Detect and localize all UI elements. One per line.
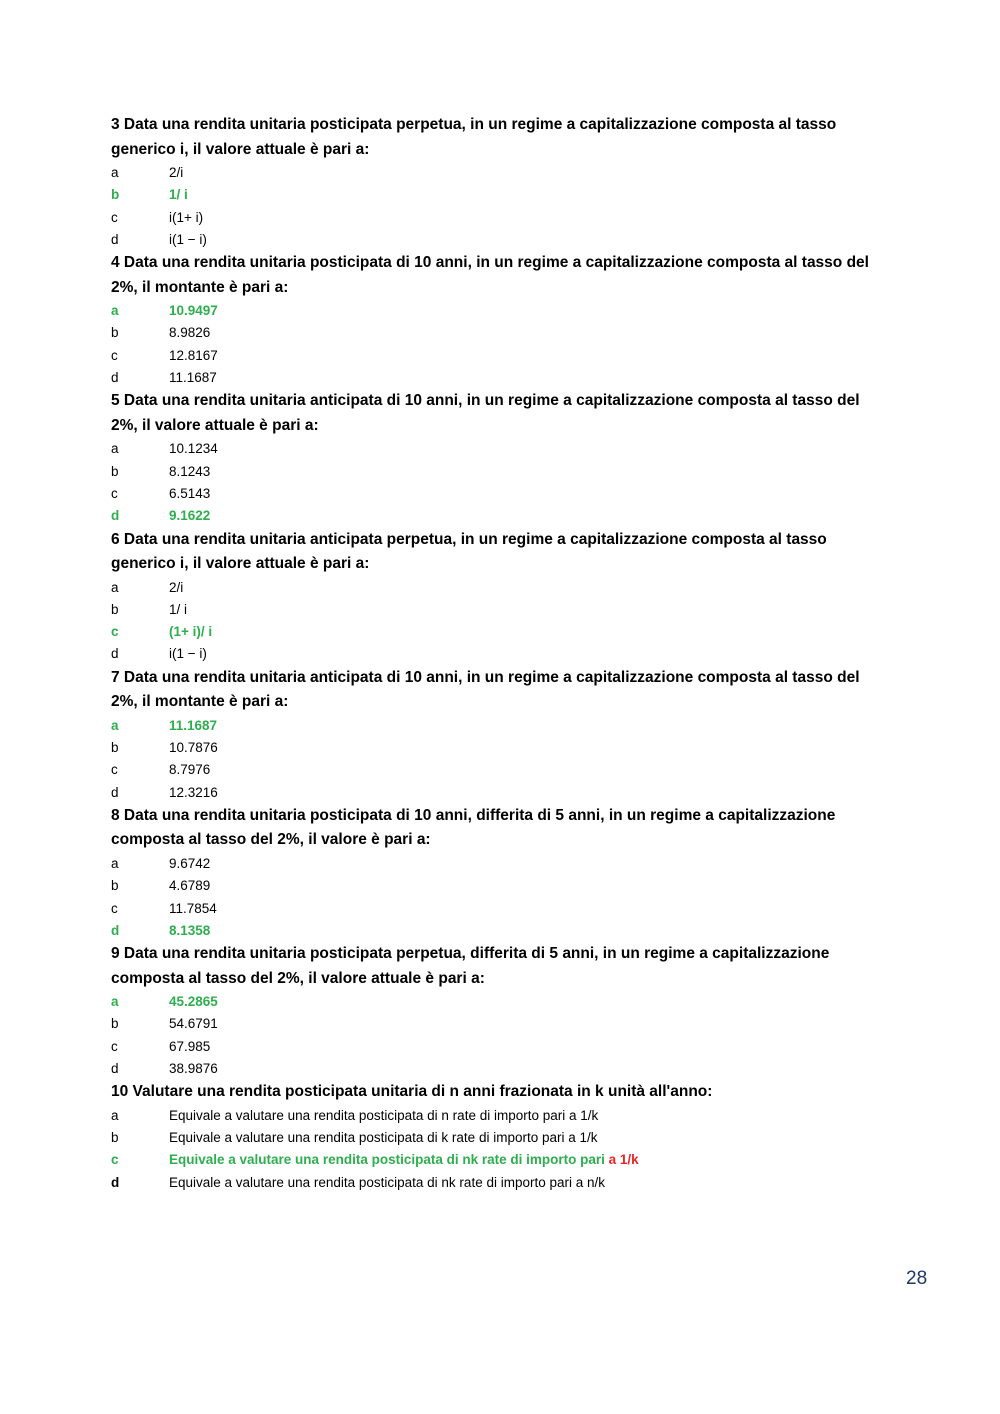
- option-text: 9.6742: [169, 855, 211, 871]
- option-letter: d: [111, 231, 119, 247]
- question-text-line1: 8 Data una rendita unitaria posticipata di 10 anni, differita di 5 anni, in un regime a capitalizzazione: [111, 806, 836, 824]
- option-c-correct: [111, 1149, 891, 1171]
- question-text-line2: 2%, il valore attuale è pari a:: [111, 416, 319, 434]
- question-text-line2: generico i, il valore attuale è pari a:: [111, 140, 370, 158]
- option: [111, 367, 891, 389]
- option: [111, 759, 891, 781]
- option-letter: c: [111, 1038, 118, 1054]
- page-number: 28: [906, 1268, 928, 1289]
- option: [111, 162, 891, 184]
- option-text: 1/ i: [169, 187, 188, 203]
- option-text: 6.5143: [169, 485, 211, 501]
- option: [111, 875, 891, 897]
- option-text: 8.9826: [169, 325, 211, 341]
- option-text-main: Equivale a valutare una rendita posticipata di nk rate di importo pari: [169, 1152, 605, 1168]
- option-a: [111, 1105, 891, 1127]
- option-text: (1+ i)/ i: [169, 624, 213, 640]
- option-letter: d: [111, 1174, 120, 1190]
- option-text: 12.8167: [169, 347, 218, 363]
- option-letter: b: [111, 878, 119, 894]
- option: [111, 438, 891, 460]
- option: [111, 898, 891, 920]
- option-letter: c: [111, 347, 118, 363]
- option-letter: a: [111, 165, 119, 180]
- option-text: 8.1243: [169, 463, 211, 479]
- option-letter: c: [111, 624, 119, 640]
- option-letter: b: [111, 325, 119, 341]
- option-letter: a: [111, 1107, 119, 1123]
- question-block: [111, 389, 891, 527]
- option-text: 10.1234: [169, 441, 218, 457]
- question-block: [111, 666, 891, 804]
- question-text-line2: 2%, il montante è pari a:: [111, 693, 289, 711]
- option-text: 45.2865: [169, 994, 218, 1010]
- option: [111, 1013, 891, 1035]
- option-letter: c: [111, 209, 118, 225]
- option-letter: b: [111, 187, 120, 203]
- option-letter: a: [111, 994, 119, 1010]
- option-correct: [111, 920, 891, 942]
- option-letter: a: [111, 579, 119, 595]
- option: [111, 577, 891, 599]
- question-text-line1: 6 Data una rendita unitaria anticipata perpetua, in un regime a capitalizzazione composta al tasso: [111, 530, 827, 548]
- option-letter: b: [111, 740, 119, 756]
- option-letter: a: [111, 855, 119, 871]
- option: [111, 207, 891, 229]
- option-text: 11.1687: [169, 717, 218, 733]
- option-letter: d: [111, 370, 119, 386]
- option: [111, 599, 891, 621]
- option-correct: [111, 505, 891, 527]
- question-text-line1: 7 Data una rendita unitaria anticipata di 10 anni, in un regime a capitalizzazione composta al tasso del: [111, 668, 860, 686]
- option-text: 9.1622: [169, 508, 211, 524]
- option: [111, 483, 891, 505]
- option-correct: [111, 621, 891, 643]
- question-text-line2: composta al tasso del 2%, il valore attuale è pari a:: [111, 969, 485, 987]
- option-letter: d: [111, 922, 120, 938]
- question-list: [111, 113, 891, 1080]
- option-text: 12.3216: [169, 784, 218, 800]
- option-letter: c: [111, 900, 118, 916]
- option-correct: [111, 184, 891, 206]
- option: [111, 345, 891, 367]
- option-text: i(1+ i): [169, 209, 204, 225]
- option-text: 8.1358: [169, 922, 211, 938]
- option-text: 2/i: [169, 165, 184, 180]
- option-correct: [111, 715, 891, 737]
- option-text: 54.6791: [169, 1016, 218, 1032]
- option-letter: c: [111, 1152, 119, 1168]
- option-text: 4.6789: [169, 878, 211, 894]
- question-text-line1: 5 Data una rendita unitaria anticipata di 10 anni, in un regime a capitalizzazione composta al tasso del: [111, 392, 860, 410]
- option-correct: [111, 991, 891, 1013]
- option: [111, 461, 891, 483]
- option: [111, 229, 891, 251]
- option-text: i(1 − i): [169, 646, 207, 662]
- option: [111, 643, 891, 665]
- option-letter: d: [111, 784, 119, 800]
- question-block: [111, 113, 891, 251]
- option-text: 10.9497: [169, 303, 218, 319]
- question-text-line2: generico i, il valore attuale è pari a:: [111, 555, 370, 573]
- option-text: i(1 − i): [169, 231, 207, 247]
- option-letter: d: [111, 646, 119, 662]
- option-letter: b: [111, 601, 119, 617]
- option-letter: b: [111, 463, 119, 479]
- option-text: 67.985: [169, 1038, 211, 1054]
- question-text-line1: 9 Data una rendita unitaria posticipata perpetua, differita di 5 anni, in un regime a capitalizzazione: [111, 945, 830, 963]
- option-letter: d: [111, 508, 120, 524]
- question-text-line1: 3 Data una rendita unitaria posticipata perpetua, in un regime a capitalizzazione composta al tasso: [111, 116, 837, 133]
- option-d: [111, 1172, 891, 1194]
- option: [111, 782, 891, 804]
- option-letter: c: [111, 762, 118, 778]
- question-10: [111, 1080, 891, 1194]
- option-letter: d: [111, 1061, 119, 1077]
- option-letter: a: [111, 717, 119, 733]
- option-text: 2/i: [169, 579, 184, 595]
- option-text: 1/ i: [169, 601, 188, 617]
- option-correct: [111, 300, 891, 322]
- question-text-line2: 2%, il montante è pari a:: [111, 278, 289, 296]
- option: [111, 737, 891, 759]
- option-text: 11.7854: [169, 900, 217, 916]
- option-text: 10.7876: [169, 740, 218, 756]
- option: [111, 322, 891, 344]
- question-block: [111, 251, 891, 389]
- option-letter: a: [111, 441, 119, 457]
- option-letter: c: [111, 485, 118, 501]
- option-text: [169, 1149, 891, 1171]
- option-text: Equivale a valutare una rendita posticipata di nk rate di importo pari a n/k: [169, 1174, 606, 1190]
- option-text: 38.9876: [169, 1061, 218, 1077]
- question-block: [111, 528, 891, 666]
- option-text: Equivale a valutare una rendita posticipata di k rate di importo pari a 1/k: [169, 1130, 598, 1146]
- question-text-line2: composta al tasso del 2%, il valore è pari a:: [111, 831, 431, 849]
- option: [111, 1036, 891, 1058]
- option-b: [111, 1127, 891, 1149]
- option-text: 8.7976: [169, 762, 211, 778]
- option-letter: b: [111, 1016, 119, 1032]
- question-block: [111, 942, 891, 1080]
- option: [111, 853, 891, 875]
- question-text-line1: 4 Data una rendita unitaria posticipata di 10 anni, in un regime a capitalizzazione composta al tasso del: [111, 254, 869, 272]
- option-letter: a: [111, 303, 119, 319]
- quiz-content: [111, 113, 891, 1194]
- option: [111, 1058, 891, 1080]
- option-text: Equivale a valutare una rendita posticipata di n rate di importo pari a 1/k: [169, 1107, 599, 1123]
- question-block: [111, 804, 891, 942]
- option-text-highlight: a 1/k: [608, 1152, 639, 1168]
- option-letter: b: [111, 1130, 119, 1146]
- question-text: 10 Valutare una rendita posticipata unitaria di n anni frazionata in k unità all'anno:: [111, 1083, 713, 1101]
- option-text: 11.1687: [169, 370, 217, 386]
